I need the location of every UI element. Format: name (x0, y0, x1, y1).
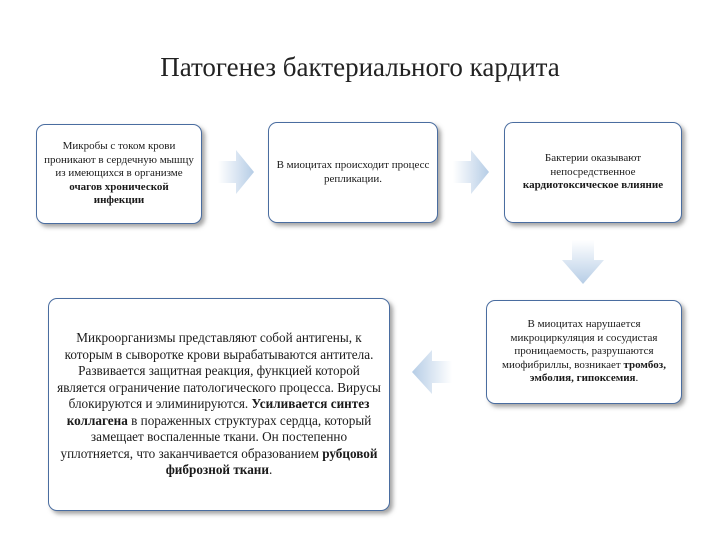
step-box-microcirculation-text: В миоцитах нарушается микроциркуляция и сосудистая проницаемость, разрушаются миофибриллы, возникает тромбоз, эмболия, гипоксемия. (502, 318, 666, 385)
slide-title: Патогенез бактериального кардита (160, 52, 560, 82)
cardiotoxic-emphasis: кардиотоксическое влияние (522, 179, 664, 192)
step-box-microbes-entry (36, 124, 202, 224)
chronic-infection-emphasis: очагов хронической инфекции (69, 180, 169, 207)
step-box-cardiotoxic-text: Бактерии оказывают непосредственное кардиотоксическое влияние (522, 152, 664, 192)
step-box-immune-response (48, 298, 390, 511)
collagen-emphasis: Усиливается синтез коллагена (66, 396, 370, 428)
step-box-microcirculation (486, 300, 682, 404)
step-box-cardiotoxic (504, 122, 682, 223)
thrombosis-emphasis: тромбоз, эмболия, гипоксемия (529, 358, 666, 385)
step-box-microbes-entry-text: Микробы с током крови проникают в сердечную мышцу из имеющихся в организме очагов хронической инфекции (44, 140, 194, 207)
step-box-immune-response-text: Микроорганизмы представляют собой антигены, к которым в сыворотке крови вырабатываются антитела. Развивается защитная реакция, функцией которой является ограничение патологического процесса. Вирусы блокируются и элиминируются. Усиливается синтез коллагена в пораженных структурах сердца, который замещает воспаленные ткани. Он постепенно уплотняется, что заканчивается образованием рубцовой фиброзной ткани. (57, 330, 381, 478)
arrow-right-icon (218, 150, 254, 194)
arrow-left-icon (412, 350, 452, 394)
fibrous-tissue-emphasis: рубцовой фиброзной ткани (165, 445, 378, 478)
step-box-replication-text: В миоцитах происходит процесс репликации. (276, 159, 430, 185)
step-box-replication (268, 122, 438, 223)
arrow-down-icon (562, 240, 604, 284)
arrow-right-icon (453, 150, 489, 194)
